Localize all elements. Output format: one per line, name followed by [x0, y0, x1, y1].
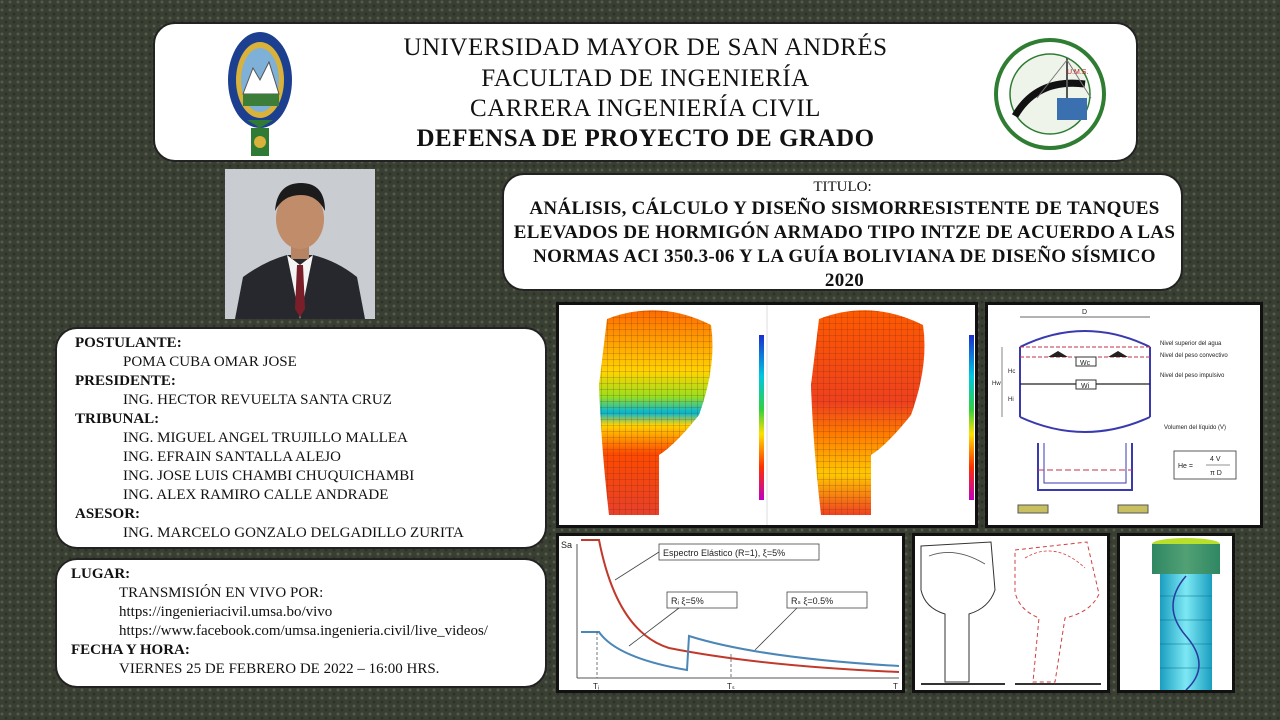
- tribunal-member: ING. ALEX RAMIRO CALLE ANDRADE: [123, 487, 389, 503]
- title-label: TITULO:: [813, 179, 872, 195]
- postulante-label: POSTULANTE:: [75, 335, 182, 351]
- formula-lhs: He =: [1178, 463, 1193, 470]
- mode-shape-image: [912, 533, 1110, 693]
- tribunal-member: ING. JOSE LUIS CHAMBI CHUQUICHAMBI: [123, 468, 415, 484]
- fecha-label: FECHA Y HORA:: [71, 642, 190, 658]
- legend-elastic: Espectro Elástico (R=1), ξ=5%: [663, 548, 786, 558]
- university-name: UNIVERSIDAD MAYOR DE SAN ANDRÉS: [403, 34, 888, 61]
- ts-tick: Tₛ: [727, 682, 735, 690]
- wc-label: Wc: [1080, 360, 1091, 367]
- facebook-link[interactable]: https://www.facebook.com/umsa.ingenieria.civil/live_videos/: [119, 623, 488, 639]
- ti-tick: Tᵢ: [593, 682, 600, 690]
- header-box: [153, 22, 1138, 162]
- diameter-label: D: [1082, 309, 1088, 316]
- candidate-photo: [225, 169, 375, 319]
- formula-num: 4 V: [1210, 456, 1221, 463]
- presidente-name: ING. HECTOR REVUELTA SANTA CRUZ: [123, 392, 392, 408]
- lugar-line: TRANSMISIÓN EN VIVO POR:: [119, 585, 324, 601]
- legend-ri: Rᵢ ξ=5%: [671, 596, 704, 606]
- response-spectrum-graph: [556, 533, 905, 693]
- fem-model-image: [556, 302, 978, 528]
- wi-label: Wi: [1081, 383, 1090, 390]
- career-name: CARRERA INGENIERÍA CIVIL: [470, 95, 821, 122]
- volumen-label: Volumen del líquido (V): [1164, 425, 1227, 431]
- vivo-link[interactable]: https://ingenieriacivil.umsa.bo/vivo: [119, 604, 333, 620]
- venue-box: [55, 558, 547, 688]
- thesis-title: ANÁLISIS, CÁLCULO Y DISEÑO SISMORRESISTENTE DE TANQUES ELEVADOS DE HORMIGÓN ARMADO TIPO INTZE DE ACUERDO A LAS NORMAS ACI 350.3-06 Y LA GUÍA BOLIVIANA DE DISEÑO SÍSMICO 2020: [513, 198, 1176, 291]
- civil-engineering-logo: [987, 38, 1113, 150]
- asesor-label: ASESOR:: [75, 506, 141, 522]
- tribunal-member: ING. MIGUEL ANGEL TRUJILLO MALLEA: [123, 430, 408, 446]
- intze-tank-diagram: [985, 302, 1263, 528]
- hc-label: Hc: [1008, 369, 1016, 375]
- postulante-name: POMA CUBA OMAR JOSE: [123, 354, 297, 370]
- tank-3d-model-image: [1117, 533, 1235, 693]
- t-axis-label: T: [893, 682, 898, 690]
- nivel-agua-label: Nivel superior del agua: [1160, 341, 1222, 347]
- nivel-convectivo-label: Nivel del peso convectivo: [1160, 353, 1228, 359]
- nivel-impulsivo-label: Nivel del peso impulsivo: [1160, 373, 1225, 379]
- event-title: DEFENSA DE PROYECTO DE GRADO: [416, 125, 875, 152]
- hw-label: Hw: [992, 381, 1001, 387]
- fecha-value: VIERNES 25 DE FEBRERO DE 2022 – 16:00 HRS.: [119, 661, 440, 677]
- faculty-name: FACULTAD DE INGENIERÍA: [481, 65, 810, 92]
- asesor-name: ING. MARCELO GONZALO DELGADILLO ZURITA: [123, 525, 464, 541]
- presidente-label: PRESIDENTE:: [75, 373, 176, 389]
- lugar-label: LUGAR:: [71, 566, 131, 582]
- right-logo-sub: U.M.S.: [1067, 69, 1089, 76]
- legend-rs: Rₛ ξ=0.5%: [791, 596, 834, 606]
- tribunal-member: ING. EFRAIN SANTALLA ALEJO: [123, 449, 341, 465]
- formula-den: π D: [1210, 470, 1222, 477]
- committee-box: [55, 327, 547, 549]
- hi-label: Hi: [1008, 397, 1014, 403]
- sa-axis-label: Sa: [561, 540, 573, 550]
- thesis-title-box: [502, 173, 1183, 291]
- tribunal-label: TRIBUNAL:: [75, 411, 160, 427]
